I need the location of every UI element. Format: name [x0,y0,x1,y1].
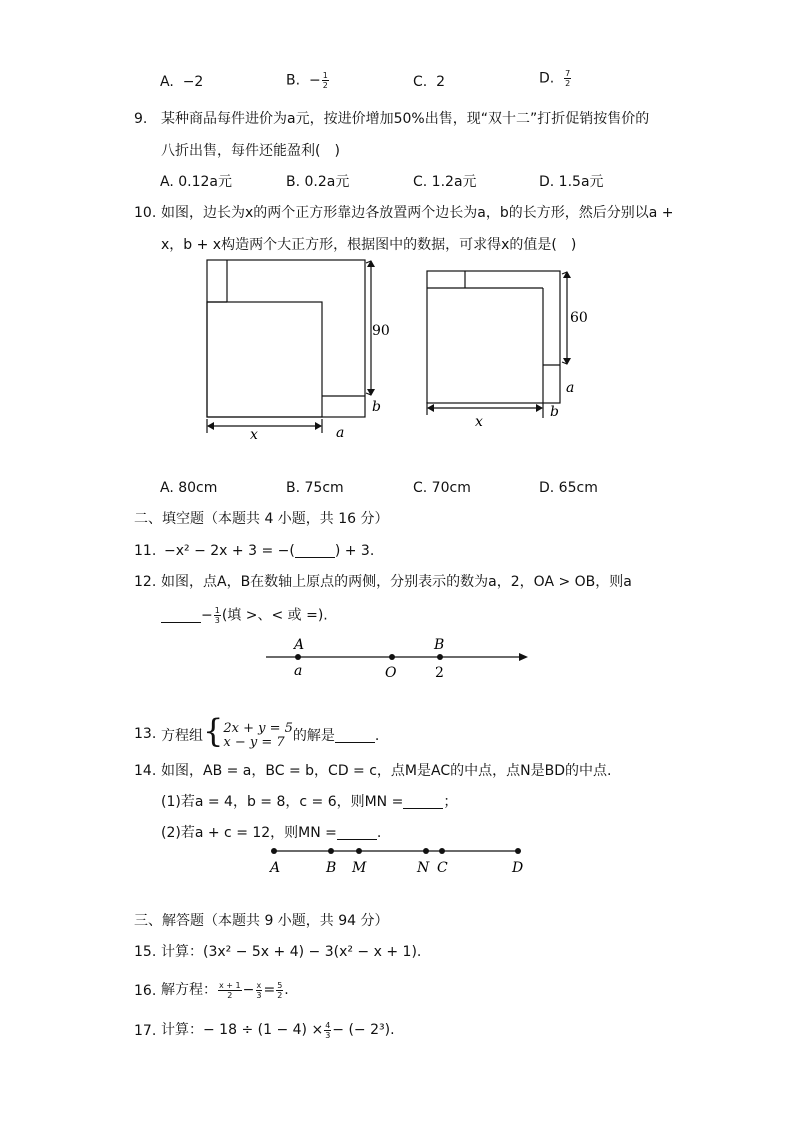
right-big-square [427,271,560,403]
right-b-label: b [550,404,559,420]
q10-option-c: C. 70cm [413,480,471,496]
q9-line1: 某种商品每件进价为a元，按进价增加50%出售，现“双十二”打折促销按售价的 [161,111,650,127]
q8-option-a: A. −2 [160,74,204,90]
q15-number: 15. [134,944,157,960]
point-a-value: a [294,663,303,679]
q11-blank[interactable] [295,543,335,558]
q8-option-b: B. − $\frac{1}{2}$ [286,71,328,90]
q10-line2: x，b + x构造两个大正方形，根据图中的数据，可求得x的值是( ) [161,237,577,253]
q12-number-line [260,634,540,682]
q13-eq1: 2x + y = 5 [223,721,293,736]
q9-option-b: B. 0.2a元 [286,174,350,190]
q14-segment [264,842,534,878]
left-a-label: a [336,425,345,441]
q14-part1: (1)若a = 4，b = 8，c = 6，则MN = ； [161,794,458,810]
origin-label: O [385,665,397,681]
q17-number: 17. [134,1023,157,1039]
q13-eq2: x − y = 7 [223,735,285,750]
q9-option-c: C. 1.2a元 [413,174,477,190]
q11-body: −x² − 2x + 3 = −( ) + 3. [164,543,375,559]
point-b-dot [437,654,443,660]
section-2-heading: 二、填空题（本题共 4 小题，共 16 分） [134,511,389,527]
q12-line1: 如图，点A，B在数轴上原点的两侧，分别表示的数为a，2，OA > OB，则a [161,574,632,590]
right-a-label: a [566,380,575,396]
point-b-label: B [434,637,445,653]
q9-line2: 八折出售，每件还能盈利( ) [161,143,340,159]
point-a-label: A [294,637,305,653]
q11-number: 11. [134,543,157,559]
point-a-dot [295,654,301,660]
q17-body: 计算：− 18 ÷ (1 − 4) × $\frac{4}{3}$ − (− 2³). [161,1020,395,1040]
point-c-label: C [437,860,448,876]
q8-option-d: D. $\frac{7}{2}$ [539,69,571,88]
q12-blank[interactable] [161,608,201,623]
point-n-label: N [417,860,430,876]
q10-option-b: B. 75cm [286,480,344,496]
section-3-heading: 三、解答题（本题共 9 小题，共 94 分） [134,913,389,929]
point-d-label: D [512,860,524,876]
point-m-label: M [352,860,367,876]
q16-body: 解方程： $\frac{x + 1}{2}$ − $\frac{x}{3}$ = $\frac{5}{2}$ . [161,980,289,1000]
origin-dot [389,654,395,660]
q9-option-d: D. 1.5a元 [539,174,604,190]
point-a-label: A [270,860,281,876]
q9-number: 9. [134,111,148,127]
q15-text: 计算：(3x² − 5x + 4) − 3(x² − x + 1). [161,944,422,960]
q14-line1: 如图，AB = a，BC = b，CD = c，点M是AC的中点，点N是BD的中点. [161,763,612,779]
q9-option-a: A. 0.12a元 [160,174,232,190]
q10-figure [200,255,600,445]
q10-option-d: D. 65cm [539,480,598,496]
q8-option-c: C. 2 [413,74,446,90]
q10-line1: 如图，边长为x的两个正方形靠边各放置两个边长为a，b的长方形，然后分别以a + [161,205,674,221]
left-x-label: x [250,427,258,443]
q14-part1-blank[interactable] [403,794,443,809]
point-a-dot [271,848,277,854]
q16-number: 16. [134,983,157,999]
q14-part2-blank[interactable] [337,825,377,840]
left-big-square [207,260,365,417]
point-n-dot [423,848,429,854]
q13-body: 方程组{ 2x + y = 5 x − y = 7 的解是 . [161,712,380,750]
point-c-dot [439,848,445,854]
q14-number: 14. [134,763,157,779]
q10-number: 10. [134,205,157,221]
left-b-label: b [372,399,381,415]
q12-number: 12. [134,574,157,590]
point-b-label: B [326,860,337,876]
q12-line2: − $\frac{1}{3}$ (填 >、< 或 =). [161,606,328,625]
q13-number: 13. [134,726,157,742]
left-inner-square [207,302,322,417]
point-m-dot [356,848,362,854]
right-x-label: x [475,414,483,430]
right-dim-label: 60 [570,310,588,326]
point-d-dot [515,848,521,854]
q13-blank[interactable] [335,728,375,743]
left-dim-label: 90 [372,323,390,339]
point-b-value: 2 [435,665,444,681]
point-b-dot [328,848,334,854]
q14-part2: (2)若a + c = 12，则MN = . [161,825,382,841]
q10-option-a: A. 80cm [160,480,218,496]
